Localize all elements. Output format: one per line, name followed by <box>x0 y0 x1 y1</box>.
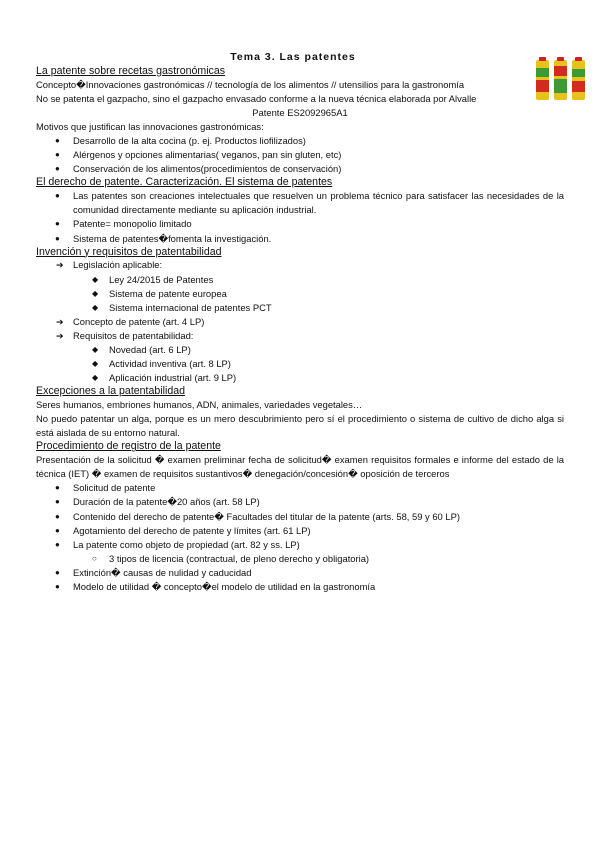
section-heading-excepciones: Excepciones a la patentabilidad <box>36 385 186 398</box>
derecho-list <box>36 189 564 245</box>
bottle-3 <box>572 60 585 100</box>
list-item: ● Sistema de patentes�fomenta la investigación. <box>55 232 272 244</box>
list-item: ○ 3 tipos de licencia (contractual, de pleno derecho y obligatoria) <box>92 552 370 564</box>
list-item: ➔ Requisitos de patentabilidad: <box>56 329 194 341</box>
list-item: ● Las patentes son creaciones intelectuales que resuelven un problema técnico para satisfacer las necesidades de la comunidad directamente mediante su aplicación industrial. <box>55 190 564 216</box>
procedimiento-list <box>36 481 564 594</box>
list-item: ● Alérgenos y opciones alimentarias( veganos, pan sin gluten, etc) <box>55 149 342 161</box>
list-item: ● Extinción� causas de nulidad y caducidad <box>55 566 252 578</box>
section-heading-derecho: El derecho de patente. Caracterización. El sistema de patentes <box>36 176 333 189</box>
section-heading-procedimiento: Procedimiento de registro de la patente <box>36 440 221 453</box>
list-item: ◆ Aplicación industrial (art. 9 LP) <box>92 372 237 384</box>
document-title: Tema 3. Las patentes <box>230 51 356 63</box>
list-item: ◆ Ley 24/2015 de Patentes <box>92 273 214 285</box>
motivos-list <box>36 134 564 176</box>
procedimiento-paragraph: Presentación de la solicitud � examen preliminar fecha de solicitud� examen requisitos formales e informe del estado de la técnica (IET) � examen de requisitos sustantivos� denegación/concesión� oposición de terceros <box>36 454 564 480</box>
list-item: ➔ Concepto de patente (art. 4 LP) <box>56 315 205 327</box>
invencion-list <box>36 258 564 385</box>
section-heading-invencion: Invención y requisitos de patentabilidad <box>36 245 222 258</box>
list-item: ◆ Actividad inventiva (art. 8 LP) <box>92 358 231 370</box>
concepto-line: Concepto�Innovaciones gastronómicas // tecnología de los alimentos // utensilios para la gastronomía <box>36 78 465 90</box>
gazpacho-line: No se patenta el gazpacho, sino el gazpacho envasado conforme a la nueva técnica elaborada por Alvalle <box>36 92 477 104</box>
list-item: ◆ Sistema de patente europea <box>92 287 227 299</box>
list-item: ● Solicitud de patente <box>55 482 156 494</box>
list-item: ● Modelo de utilidad � concepto�el modelo de utilidad en la gastronomía <box>55 580 376 592</box>
list-item: ● La patente como objeto de propiedad (art. 82 y ss. LP) <box>55 538 300 550</box>
list-item: ➔ Legislación aplicable: <box>56 259 163 271</box>
list-item: ● Contenido del derecho de patente� Facultades del titular de la patente (arts. 58, 59 y 60 LP) <box>55 510 460 522</box>
list-item: ◆ Novedad (art. 6 LP) <box>92 343 191 355</box>
list-item: ● Agotamiento del derecho de patente y límites (art. 61 LP) <box>55 524 311 536</box>
patent-number: Patente ES2092965A1 <box>252 106 348 118</box>
alga-line: No puedo patentar un alga, porque es un mero descubrimiento pero sí el procedimiento o sistema de cultivo de dicho alga si está aislada de su entorno natural. <box>36 413 564 439</box>
motivos-line: Motivos que justifican las innovaciones gastronómicas: <box>36 121 264 133</box>
list-item: ● Desarrollo de la alta cocina (p. ej. Productos liofilizados) <box>55 135 306 147</box>
excepciones-line: Seres humanos, embriones humanos, ADN, animales, variedades vegetales… <box>36 399 363 411</box>
list-item: ● Duración de la patente�20 años (art. 58 LP) <box>55 496 260 508</box>
list-item: ● Patente= monopolio limitado <box>55 218 192 230</box>
document-page <box>36 50 564 594</box>
list-item: ● Conservación de los alimentos(procedimientos de conservación) <box>55 163 342 175</box>
list-item: ◆ Sistema internacional de patentes PCT <box>92 301 272 313</box>
section-heading-recetas: La patente sobre recetas gastronómicas <box>36 65 226 77</box>
